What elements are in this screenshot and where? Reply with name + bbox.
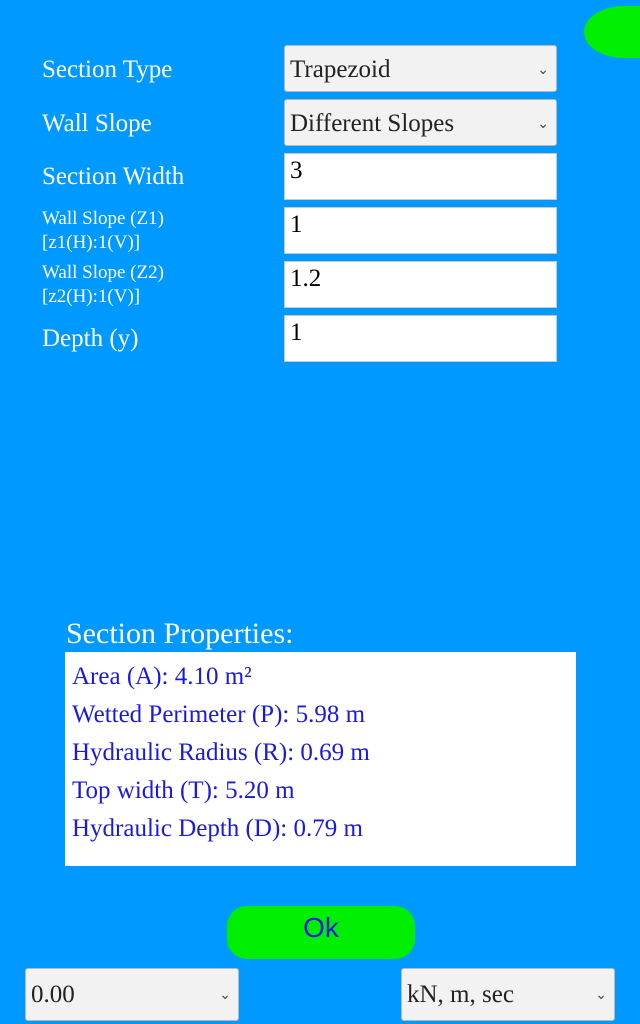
chevron-down-icon: ⌄: [219, 987, 231, 1003]
section-width-value: 3: [290, 157, 303, 184]
section-type-value: Trapezoid: [290, 56, 391, 83]
wall-slope-z1-value: 1: [290, 211, 303, 238]
wall-slope-z1-input[interactable]: [284, 207, 557, 254]
section-type-label: Section Type: [42, 56, 173, 83]
wall-slope-select[interactable]: [284, 99, 557, 146]
section-type-select[interactable]: [284, 45, 557, 92]
chevron-down-icon: ⌄: [537, 116, 549, 132]
chevron-down-icon: ⌄: [595, 987, 607, 1003]
wall-slope-z2-sublabel: [z2(H):1(V)]: [42, 286, 141, 307]
wall-slope-z1-label: Wall Slope (Z1): [42, 208, 164, 229]
chevron-down-icon: ⌄: [537, 62, 549, 78]
wetted-perimeter-result: Wetted Perimeter (P): 5.98 m: [72, 701, 366, 728]
depth-label: Depth (y): [42, 325, 139, 352]
hydraulic-depth-result: Hydraulic Depth (D): 0.79 m: [72, 815, 363, 842]
units-select[interactable]: [401, 968, 615, 1021]
depth-value: 1: [290, 319, 303, 346]
value-select[interactable]: [25, 968, 239, 1021]
menu-tab[interactable]: [584, 6, 640, 58]
depth-input[interactable]: [284, 315, 557, 362]
area-result: Area (A): 4.10 m²: [72, 663, 252, 690]
units-select-value: kN, m, sec: [407, 981, 514, 1008]
section-properties-title: Section Properties:: [66, 617, 294, 650]
section-properties-panel: [65, 652, 576, 866]
wall-slope-z2-label: Wall Slope (Z2): [42, 262, 164, 283]
hydraulic-radius-result: Hydraulic Radius (R): 0.69 m: [72, 739, 370, 766]
wall-slope-z2-value: 1.2: [290, 265, 322, 292]
value-select-value: 0.00: [31, 981, 75, 1008]
ok-button[interactable]: Ok: [227, 906, 415, 959]
section-width-label: Section Width: [42, 163, 185, 190]
section-width-input[interactable]: [284, 153, 557, 200]
wall-slope-z2-input[interactable]: [284, 261, 557, 308]
top-width-result: Top width (T): 5.20 m: [72, 777, 295, 804]
wall-slope-value: Different Slopes: [290, 110, 455, 137]
wall-slope-z1-sublabel: [z1(H):1(V)]: [42, 232, 141, 253]
wall-slope-label: Wall Slope: [42, 110, 152, 137]
